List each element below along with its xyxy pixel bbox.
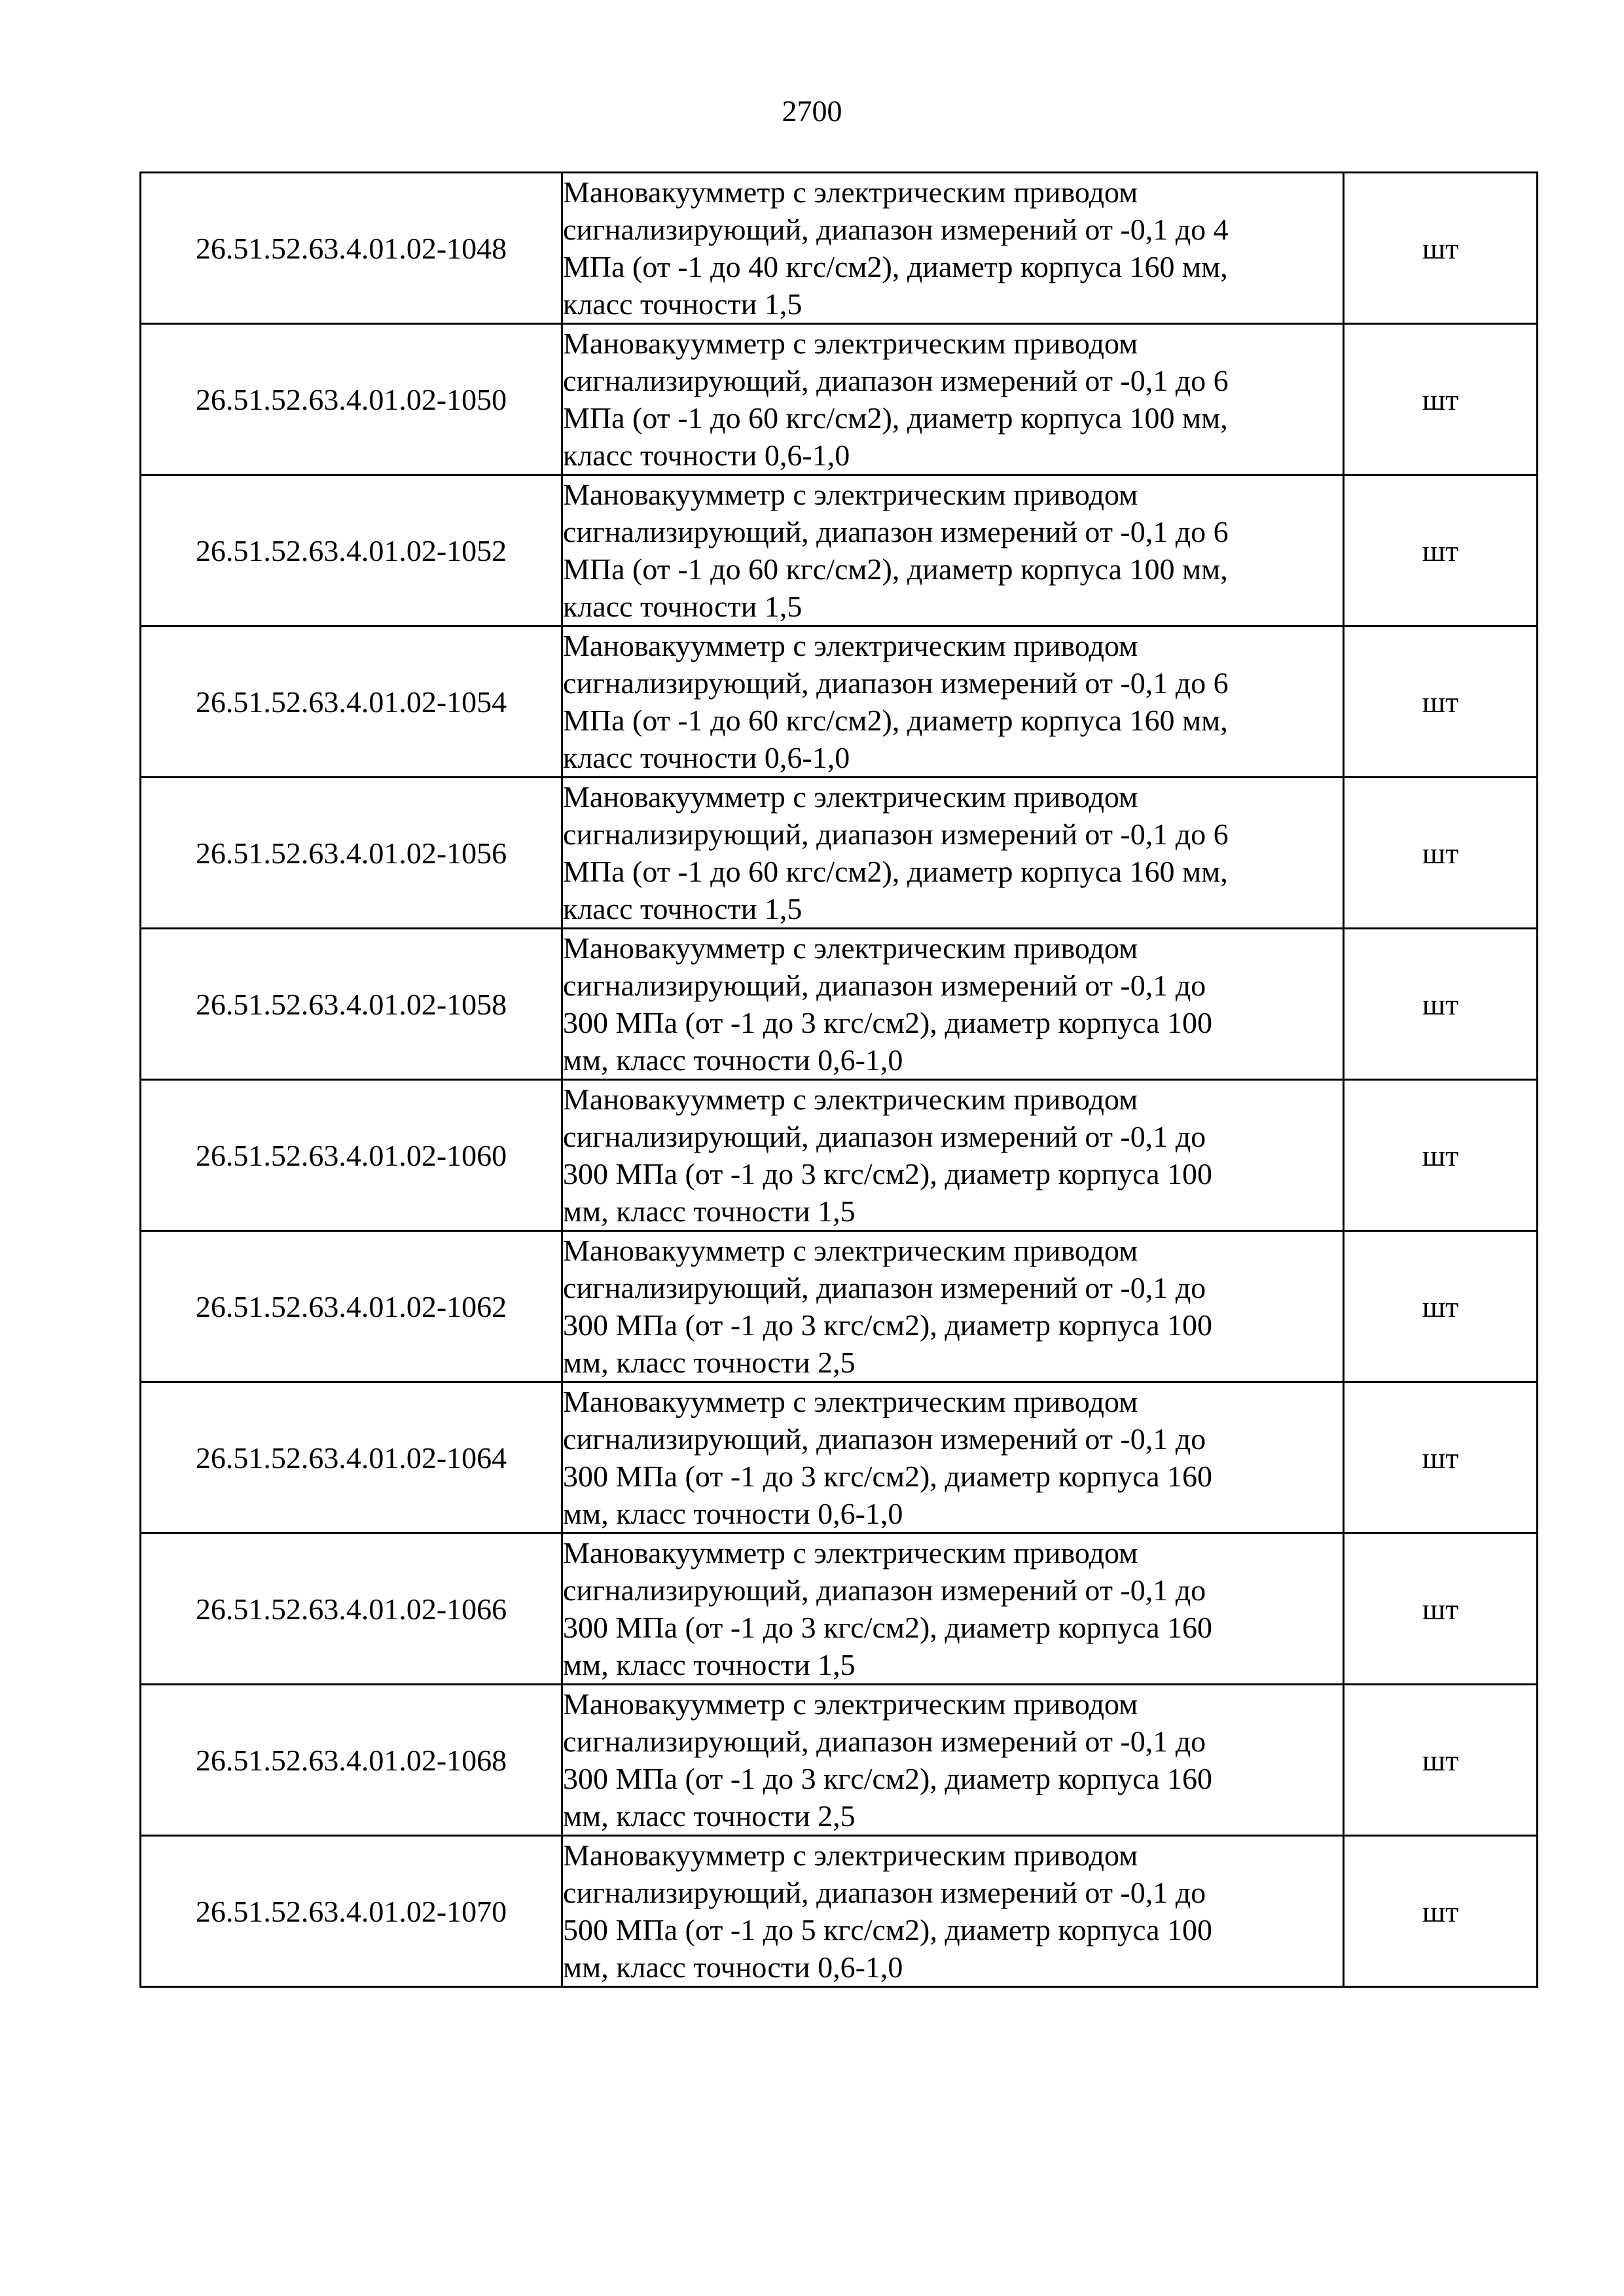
table-row (141, 1382, 1538, 1534)
item-description (562, 1231, 1344, 1382)
description-line: сигнализирующий, диапазон измерений от -0,1 до 4 (563, 213, 1229, 246)
item-unit: шт (1344, 929, 1538, 1080)
item-description (562, 778, 1344, 929)
description-line: Мановакуумметр с электрическим приводом (563, 478, 1138, 511)
item-unit: шт (1344, 1534, 1538, 1685)
item-description (562, 324, 1344, 475)
item-unit: шт (1344, 475, 1538, 626)
table-row (141, 626, 1538, 778)
description-line: МПа (от -1 до 60 кгс/см2), диаметр корпуса 100 мм, (563, 401, 1228, 435)
description-line: Мановакуумметр с электрическим приводом (563, 1234, 1138, 1267)
item-unit: шт (1344, 1080, 1538, 1231)
item-code: 26.51.52.63.4.01.02-1058 (141, 929, 562, 1080)
item-code: 26.51.52.63.4.01.02-1070 (141, 1836, 562, 1987)
description-line: 300 МПа (от -1 до 3 кгс/см2), диаметр корпуса 100 (563, 1157, 1212, 1191)
item-description (562, 1080, 1344, 1231)
description-line: 500 МПа (от -1 до 5 кгс/см2), диаметр корпуса 100 (563, 1913, 1212, 1946)
description-line: сигнализирующий, диапазон измерений от -0,1 до (563, 1422, 1206, 1456)
description-line: 300 МПа (от -1 до 3 кгс/см2), диаметр корпуса 160 (563, 1611, 1212, 1644)
item-description (562, 626, 1344, 778)
description-line: Мановакуумметр с электрическим приводом (563, 1385, 1138, 1418)
description-line: 300 МПа (от -1 до 3 кгс/см2), диаметр корпуса 160 (563, 1460, 1212, 1493)
table-row (141, 778, 1538, 929)
description-line: класс точности 0,6-1,0 (563, 741, 850, 774)
table-row (141, 1685, 1538, 1836)
description-line: мм, класс точности 0,6-1,0 (563, 1497, 903, 1530)
description-line: мм, класс точности 1,5 (563, 1194, 856, 1228)
description-line: 300 МПа (от -1 до 3 кгс/см2), диаметр корпуса 100 (563, 1006, 1212, 1039)
description-line: мм, класс точности 1,5 (563, 1648, 856, 1681)
table-row (141, 1080, 1538, 1231)
table-row (141, 929, 1538, 1080)
item-code: 26.51.52.63.4.01.02-1050 (141, 324, 562, 475)
item-unit: шт (1344, 626, 1538, 778)
item-code: 26.51.52.63.4.01.02-1054 (141, 626, 562, 778)
description-line: сигнализирующий, диапазон измерений от -0,1 до 6 (563, 515, 1229, 548)
description-line: мм, класс точности 2,5 (563, 1799, 856, 1833)
table-row (141, 475, 1538, 626)
item-description (562, 173, 1344, 324)
description-line: Мановакуумметр с электрическим приводом (563, 780, 1138, 814)
table-row (141, 1231, 1538, 1382)
catalog-table (139, 171, 1538, 1988)
description-line: 300 МПа (от -1 до 3 кгс/см2), диаметр корпуса 100 (563, 1308, 1212, 1342)
catalog-table-body (141, 173, 1538, 1987)
description-line: сигнализирующий, диапазон измерений от -0,1 до (563, 969, 1206, 1002)
item-code: 26.51.52.63.4.01.02-1062 (141, 1231, 562, 1382)
description-line: Мановакуумметр с электрическим приводом (563, 327, 1138, 360)
description-line: класс точности 0,6-1,0 (563, 439, 850, 472)
item-unit: шт (1344, 778, 1538, 929)
description-line: МПа (от -1 до 60 кгс/см2), диаметр корпуса 160 мм, (563, 855, 1228, 888)
description-line: класс точности 1,5 (563, 287, 803, 321)
description-line: мм, класс точности 2,5 (563, 1346, 856, 1379)
item-code: 26.51.52.63.4.01.02-1052 (141, 475, 562, 626)
item-code: 26.51.52.63.4.01.02-1048 (141, 173, 562, 324)
description-line: сигнализирующий, диапазон измерений от -0,1 до (563, 1876, 1206, 1909)
description-line: мм, класс точности 0,6-1,0 (563, 1043, 903, 1077)
description-line: Мановакуумметр с электрическим приводом (563, 931, 1138, 965)
table-row (141, 1534, 1538, 1685)
item-code: 26.51.52.63.4.01.02-1064 (141, 1382, 562, 1534)
description-line: Мановакуумметр с электрическим приводом (563, 1083, 1138, 1116)
description-line: сигнализирующий, диапазон измерений от -0,1 до (563, 1120, 1206, 1153)
item-unit: шт (1344, 1231, 1538, 1382)
description-line: сигнализирующий, диапазон измерений от -0,1 до (563, 1271, 1206, 1304)
item-code: 26.51.52.63.4.01.02-1060 (141, 1080, 562, 1231)
item-description (562, 475, 1344, 626)
description-line: Мановакуумметр с электрическим приводом (563, 629, 1138, 662)
item-description (562, 1836, 1344, 1987)
description-line: 300 МПа (от -1 до 3 кгс/см2), диаметр корпуса 160 (563, 1762, 1212, 1795)
item-description (562, 929, 1344, 1080)
item-unit: шт (1344, 324, 1538, 475)
description-line: Мановакуумметр с электрическим приводом (563, 1839, 1138, 1872)
description-line: сигнализирующий, диапазон измерений от -0,1 до 6 (563, 666, 1229, 700)
item-code: 26.51.52.63.4.01.02-1066 (141, 1534, 562, 1685)
item-description (562, 1685, 1344, 1836)
item-unit: шт (1344, 173, 1538, 324)
item-code: 26.51.52.63.4.01.02-1056 (141, 778, 562, 929)
description-line: сигнализирующий, диапазон измерений от -0,1 до (563, 1573, 1206, 1607)
description-line: мм, класс точности 0,6-1,0 (563, 1950, 903, 1984)
item-unit: шт (1344, 1685, 1538, 1836)
description-line: Мановакуумметр с электрическим приводом (563, 1687, 1138, 1721)
item-unit: шт (1344, 1382, 1538, 1534)
item-description (562, 1382, 1344, 1534)
item-code: 26.51.52.63.4.01.02-1068 (141, 1685, 562, 1836)
description-line: Мановакуумметр с электрическим приводом (563, 175, 1138, 209)
item-unit: шт (1344, 1836, 1538, 1987)
description-line: МПа (от -1 до 40 кгс/см2), диаметр корпуса 160 мм, (563, 250, 1228, 283)
description-line: МПа (от -1 до 60 кгс/см2), диаметр корпуса 100 мм, (563, 552, 1228, 586)
page-number: 2700 (782, 94, 842, 128)
table-row (141, 173, 1538, 324)
description-line: класс точности 1,5 (563, 892, 803, 925)
description-line: класс точности 1,5 (563, 590, 803, 623)
table-row (141, 324, 1538, 475)
description-line: сигнализирующий, диапазон измерений от -0,1 до 6 (563, 817, 1229, 851)
description-line: сигнализирующий, диапазон измерений от -0,1 до 6 (563, 364, 1229, 397)
description-line: Мановакуумметр с электрическим приводом (563, 1536, 1138, 1570)
item-description (562, 1534, 1344, 1685)
description-line: сигнализирующий, диапазон измерений от -0,1 до (563, 1725, 1206, 1758)
description-line: МПа (от -1 до 60 кгс/см2), диаметр корпуса 160 мм, (563, 704, 1228, 737)
table-row (141, 1836, 1538, 1987)
